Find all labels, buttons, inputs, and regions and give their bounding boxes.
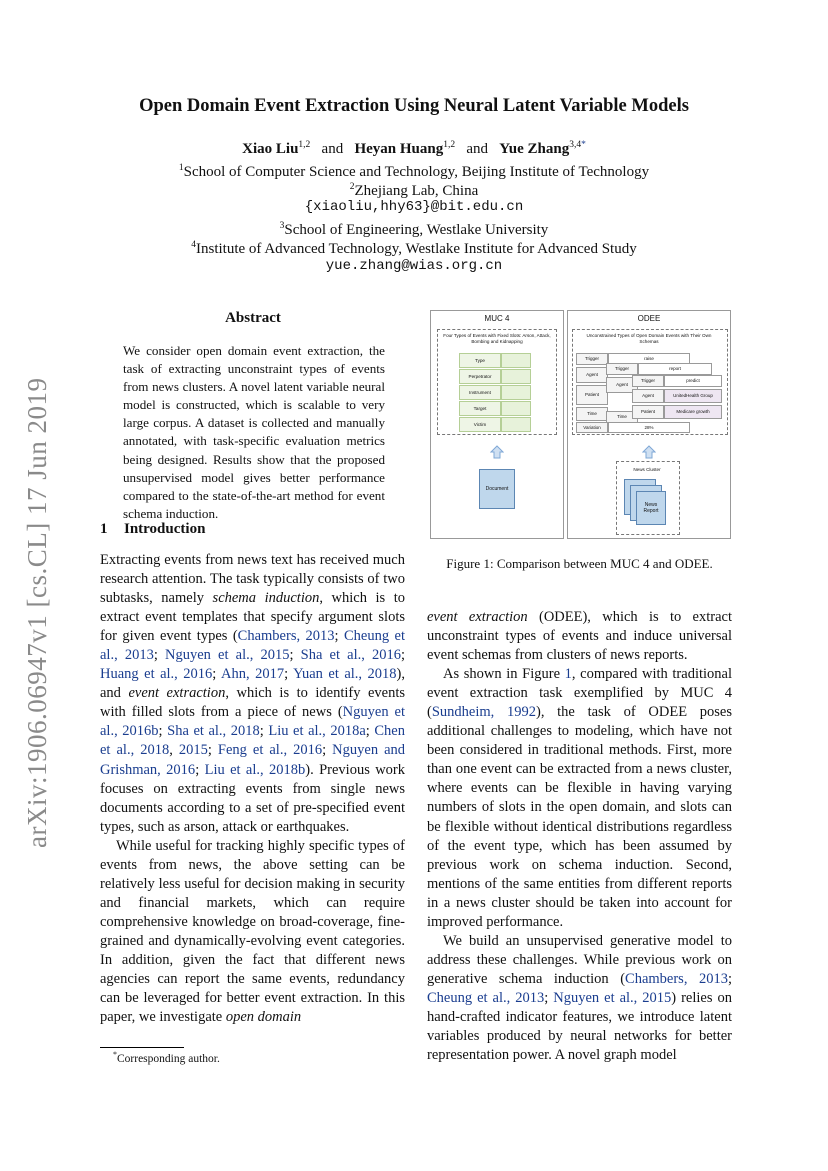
odee-slot-value: Medicare growth bbox=[664, 405, 722, 419]
text-run: ; bbox=[259, 723, 269, 740]
text-run: , bbox=[169, 742, 179, 759]
text-run: While useful for tracking highly specific types of events from news, the above setting can be relatively less useful for decision making in security and financial markets, which can require comprehensive knowledge on broad-coverage, fine-grained and dynamically-evolving event categories. In addition, given the fact that different news agencies can report the same events, redundancy can be leveraged for better event extraction. In this paper, we investigate bbox=[100, 837, 405, 1026]
slot-key: Type bbox=[459, 353, 501, 368]
text-run: ; bbox=[195, 761, 205, 778]
paragraph bbox=[100, 837, 405, 1027]
text-run: ; bbox=[727, 970, 732, 987]
text-run: Extracting events from news text has received much research attention. The task typically consists of two subtasks, namely bbox=[100, 552, 405, 607]
odee-slot-value: 28% bbox=[608, 422, 690, 433]
figure-caption: Figure 1: Comparison between MUC 4 and ODEE. bbox=[446, 556, 713, 571]
citation-link[interactable]: Cheung et al., 2013 bbox=[100, 628, 406, 664]
author-affil-sup: 1,2 bbox=[298, 140, 311, 150]
citation-link[interactable]: Nguyen and Grishman, 2016 bbox=[100, 742, 406, 778]
odee-slot-key: Trigger bbox=[606, 363, 638, 375]
odee-slot-key: Time bbox=[606, 411, 638, 423]
odee-slot-key: Patient bbox=[576, 385, 608, 405]
muc4-description: Four Types of Events with Fixed Slots: Arson, Attack, Bombing and Kidnapping bbox=[443, 333, 551, 344]
author-line bbox=[0, 140, 828, 158]
author-affil-sup: 3,4* bbox=[569, 140, 586, 150]
odee-slot-key: Time bbox=[576, 407, 608, 421]
corresponding-mark[interactable]: * bbox=[581, 140, 586, 150]
slot-value bbox=[501, 401, 531, 416]
citation-link[interactable]: Sha et al., 2018 bbox=[167, 723, 260, 740]
odee-slot-value: raise bbox=[608, 353, 690, 365]
affiliation-2: $^2$Zhejiang Lab, China bbox=[349, 182, 479, 199]
odee-panel bbox=[567, 310, 731, 539]
text-run: We build an unsupervised generative model to address these challenges. While previous work on generative schema induction ( bbox=[427, 932, 732, 987]
footnote: *Corresponding author. bbox=[113, 1050, 220, 1065]
text-run: ; bbox=[365, 723, 375, 740]
text-run: ) relies on hand-crafted indicator features, we introduce latent variables produced by neural networks for better representation power. A novel graph model bbox=[427, 989, 732, 1064]
citation-link[interactable]: Liu et al., 2018b bbox=[204, 761, 306, 778]
email-2: yue.zhang@wias.org.cn bbox=[325, 258, 503, 274]
text-run: ; bbox=[158, 723, 168, 740]
slot-value bbox=[501, 369, 531, 384]
odee-slot-key: Trigger bbox=[576, 353, 608, 365]
text-run: ; bbox=[284, 666, 294, 683]
arxiv-stamp: arXiv:1906.06947v1 [cs.CL] 17 Jun 2019 bbox=[22, 377, 52, 848]
panel-label: MUC 4 bbox=[484, 314, 510, 323]
odee-slot-key: Agent bbox=[606, 377, 638, 393]
slot-value bbox=[501, 385, 531, 400]
paragraph bbox=[427, 932, 732, 1065]
slot-key: Perpetrator bbox=[459, 369, 501, 384]
left-column bbox=[100, 551, 405, 1027]
odee-slot-key: Agent bbox=[576, 367, 608, 383]
text-run: ; bbox=[289, 647, 301, 664]
up-arrow-icon bbox=[642, 445, 656, 459]
text-run: As shown in Figure bbox=[443, 666, 565, 683]
right-column bbox=[427, 608, 732, 1065]
slot-value bbox=[501, 417, 531, 432]
author-and: and bbox=[321, 141, 344, 157]
up-arrow-icon bbox=[490, 445, 504, 459]
affiliation-1: $^1$School of Computer Science and Technology, Beijing Institute of Technology bbox=[178, 163, 650, 180]
odee-slot-key: Agent bbox=[632, 389, 664, 403]
citation-link[interactable]: Nguyen et al., 2015 bbox=[553, 989, 672, 1006]
document-icon: Document bbox=[479, 469, 515, 509]
citation-link[interactable]: 2015 bbox=[178, 742, 208, 759]
citation-link[interactable]: Chambers, 2013 bbox=[625, 970, 728, 987]
paragraph bbox=[427, 665, 732, 932]
muc4-panel bbox=[430, 310, 564, 539]
citation-link[interactable]: Ahn, 2017 bbox=[221, 666, 285, 683]
email-1: {xiaoliu,hhy63}@bit.edu.cn bbox=[304, 199, 524, 215]
slot-value bbox=[501, 353, 531, 368]
odee-slot-value: report bbox=[638, 363, 712, 375]
citation-link[interactable]: Chambers, 2013 bbox=[237, 628, 335, 645]
text-run: , compared with traditional event extraction task exemplified by MUC 4 ( bbox=[427, 666, 732, 721]
author-name: Heyan Huang bbox=[354, 141, 444, 157]
citation-link[interactable]: Yuan et al., 2018 bbox=[293, 666, 397, 683]
citation-link[interactable]: 1 bbox=[564, 666, 572, 683]
citation-link[interactable]: Nguyen et al., 2016b bbox=[100, 704, 405, 740]
emphasis: event extraction bbox=[427, 609, 528, 625]
author-and: and bbox=[466, 141, 489, 157]
abstract-text: We consider open domain event extraction, the task of extracting unconstraint types of events from news clusters. A novel latent variable neural model is constructed, which is scalable to very large corpus. A dataset is collected and manually annotated, with task-specific evaluation metrics being designed. Results show that the proposed unsupervised model gives better performance compared to the state-of-the-art method for event schema induction. bbox=[123, 343, 385, 521]
emphasis: schema induction bbox=[212, 590, 320, 607]
affiliation-3: $^3$School of Engineering, Westlake University bbox=[279, 221, 549, 238]
citation-link[interactable]: Huang et al., 2016 bbox=[100, 666, 213, 683]
paper-title: Open Domain Event Extraction Using Neural Latent Variable Models bbox=[139, 96, 689, 116]
affiliation-4: $^4$Institute of Advanced Technology, Westlake Institute for Advanced Study bbox=[191, 240, 637, 257]
odee-slot-value: predict bbox=[664, 375, 722, 387]
abstract-heading: Abstract bbox=[225, 310, 281, 326]
citation-link[interactable]: Nguyen et al., 2015 bbox=[165, 647, 290, 664]
news-report-icon: News Report bbox=[636, 491, 666, 525]
odee-slot-key: Trigger bbox=[632, 375, 664, 387]
odee-slot-key: Variation bbox=[576, 422, 608, 433]
odee-slot-key: Patient bbox=[632, 405, 664, 419]
text-run: ; bbox=[334, 628, 344, 645]
citation-link[interactable]: Chen et al., 2018 bbox=[100, 723, 405, 759]
author-name: Yue Zhang bbox=[499, 141, 570, 157]
citation-link[interactable]: Sha et al., 2016 bbox=[300, 647, 401, 664]
text-run: ), and bbox=[100, 666, 405, 702]
text-run: ; bbox=[544, 989, 554, 1006]
citation-link[interactable]: Liu et al., 2018a bbox=[268, 723, 366, 740]
emphasis: event extraction bbox=[128, 685, 226, 702]
text-run: ; bbox=[207, 742, 218, 759]
text-run: ; bbox=[401, 647, 406, 664]
panel-label: ODEE bbox=[637, 314, 661, 323]
paragraph bbox=[427, 608, 732, 665]
odee-description: Unconstrained Types of Open Domain Events with Their Own Schemas bbox=[586, 333, 712, 344]
emphasis: open domain bbox=[225, 1009, 302, 1026]
citation-link[interactable]: Feng et al., 2016 bbox=[217, 742, 323, 759]
author-affil-sup: 1,2 bbox=[443, 140, 456, 150]
text-run: ; bbox=[212, 666, 222, 683]
slot-key: Target bbox=[459, 401, 501, 416]
text-run: , which is to extract event templates that specify argument slots for given event types ( bbox=[100, 590, 406, 645]
footnote-rule bbox=[100, 1047, 184, 1048]
text-run: ; bbox=[153, 647, 166, 664]
text-run: ), the task of ODEE poses additional challenges to modeling, which have not been considered in traditional methods. First, more than one event can be extracted from a news cluster, where events can be flexible in having varying numbers of slots in the open domain, and slots can be flexible without identical distributions regardless of the event type, which has been assumed by previous work on schema induction. Second, mentions of the same entities from different reports in a news cluster should be taken into account for improved performance. bbox=[427, 704, 732, 930]
news-cluster-label: News Cluster bbox=[633, 467, 661, 472]
odee-slot-value: UnitedHealth Group bbox=[664, 389, 722, 403]
author-name: Xiao Liu bbox=[242, 141, 299, 157]
paragraph bbox=[100, 551, 405, 837]
slot-key: Instrument bbox=[459, 385, 501, 400]
figure-1 bbox=[430, 308, 730, 543]
text-run: , which is to identify events with filled slots from a piece of news ( bbox=[100, 685, 406, 721]
text-run: ; bbox=[322, 742, 333, 759]
citation-link[interactable]: Cheung et al., 2013 bbox=[427, 989, 545, 1006]
section-heading: 1 Introduction bbox=[100, 521, 206, 537]
text-run: ). Previous work focuses on extracting events from single news documents according to a set of pre-specified event types, such as arson, attack or earthquakes. bbox=[100, 761, 406, 835]
text-run: (ODEE), which is to extract unconstraint types of events and induce universal event schemas from clusters of news reports. bbox=[427, 609, 732, 664]
slot-key: Victim bbox=[459, 417, 501, 432]
citation-link[interactable]: Sundheim, 1992 bbox=[431, 704, 536, 721]
